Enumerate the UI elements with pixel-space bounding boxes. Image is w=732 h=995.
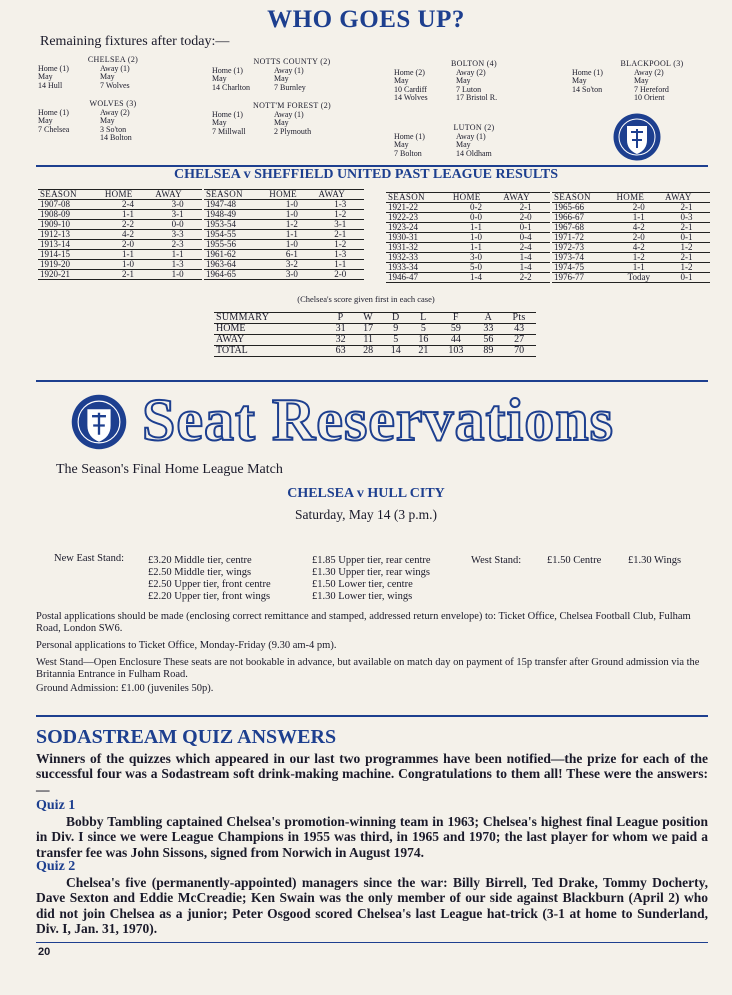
quiz-2-answer: Chelsea's five (permanently-appointed) managers since the war: Billy Birrell, Ted Drake, Tommy Docherty, Dave Sexton and Eddie McCreadie; Ken Swain was the only member of our side against Blackburn (April 2) who did not join Chelsea as a junior; Peter Osgood scored Chelsea's last League hat-trick (3-1 at home to Sunderland, Div. I, Jan. 31, 1970). [36, 875, 708, 936]
fixture-home-line: 14 Hull [38, 80, 63, 90]
away-score-cell: 1-2 [316, 240, 364, 250]
home-score-cell: 4-2 [615, 223, 664, 233]
home-score-cell: 3-0 [267, 270, 316, 280]
home-score-cell: 1-0 [267, 200, 316, 210]
results-table-1 [38, 189, 202, 280]
summary-cell: 21 [410, 346, 438, 357]
results-row [38, 270, 202, 280]
fixture-home-line: Home (2) [394, 67, 425, 77]
away-score-cell: 0-4 [501, 233, 550, 243]
chelsea-crest-icon [70, 393, 128, 451]
results-row [386, 203, 550, 213]
results-row [386, 213, 550, 223]
away-score-cell: 2-2 [501, 273, 550, 283]
results-row [552, 263, 710, 273]
summary-cell: 43 [502, 324, 536, 335]
summary-cell: 32 [327, 335, 355, 346]
summary-header: L [410, 313, 438, 324]
away-score-cell: 2-1 [316, 230, 364, 240]
away-score-cell: 2-1 [501, 203, 550, 213]
summary-cell: 56 [475, 335, 503, 346]
season-cell: 1922-23 [386, 213, 451, 223]
west-stand-wings: £1.30 Wings [628, 555, 682, 566]
results-row [552, 273, 710, 283]
price-line: £1.30 Upper tier, rear wings [312, 567, 430, 578]
fixtures-notts-county [212, 58, 372, 92]
away-score-cell: 0-0 [153, 220, 202, 230]
home-score-cell: 2-0 [615, 203, 664, 213]
home-score-cell: 2-0 [103, 240, 153, 250]
summary-cell: 70 [502, 346, 536, 357]
results-header: AWAY [153, 190, 202, 200]
results-row [386, 223, 550, 233]
fixture-away-line: 14 Bolton [100, 133, 132, 143]
season-cell: 1976-77 [552, 273, 615, 283]
postal-applications: Postal applications should be made (enclosing correct remittance and stamped, addressed return envelope) to: Ticket Office, Chelsea Football Club, Fulham Road, London SW6. [36, 611, 691, 634]
home-score-cell: 1-0 [267, 210, 316, 220]
fixture-away-line: 7 Hereford [634, 84, 669, 94]
fixture-home-line: Home (1) [38, 107, 69, 117]
fixture-away-line: 7 Luton [456, 84, 482, 94]
summary-cell: 17 [354, 324, 382, 335]
away-score-cell: 1-2 [663, 243, 710, 253]
results-header: AWAY [501, 193, 550, 203]
results-row [38, 250, 202, 260]
home-score-cell: 1-1 [103, 250, 153, 260]
price-line: £2.50 Upper tier, front centre [148, 579, 271, 590]
season-cell: 1974-75 [552, 263, 615, 273]
results-row [552, 213, 710, 223]
fixture-away-line: Away (1) [100, 63, 130, 73]
away-score-cell: 1-4 [501, 263, 550, 273]
season-cell: 1966-67 [552, 213, 615, 223]
fixture-home-line: May [394, 76, 409, 86]
home-score-cell: 1-0 [103, 260, 153, 270]
fixture-team-name: BOLTON (4) [451, 59, 497, 68]
fixture-home-line: 7 Millwall [212, 126, 246, 136]
fixture-home-line: Home (1) [38, 63, 69, 73]
fixture-away-line: 7 Burnley [274, 82, 306, 92]
away-score-cell: 1-1 [316, 260, 364, 270]
results-header: SEASON [552, 193, 615, 203]
fixture-home-line: May [572, 76, 587, 86]
page-title: WHO GOES UP? [267, 6, 465, 33]
away-score-cell: 1-1 [153, 250, 202, 260]
results-header: HOME [451, 193, 501, 203]
quiz-intro: Winners of the quizzes which appeared in our last two programmes have been notified—the prize for each of the successful four was a Sodastream soft drink-making machine. Congratulations to them all! These were the answers:— [36, 751, 708, 797]
season-cell: 1932-33 [386, 253, 451, 263]
price-line: £2.50 Middle tier, wings [148, 567, 252, 578]
home-score-cell: 1-0 [267, 240, 316, 250]
results-row [38, 200, 202, 210]
season-cell: 1947-48 [204, 200, 267, 210]
away-score-cell: 1-0 [153, 270, 202, 280]
fixtures-bolton [394, 60, 554, 103]
results-header: AWAY [663, 193, 710, 203]
away-score-cell: 1-3 [316, 200, 364, 210]
page-number: 20 [38, 946, 51, 958]
away-score-cell: 3-0 [153, 200, 202, 210]
fixture-away-line: May [634, 76, 649, 86]
summary-cell: 16 [410, 335, 438, 346]
season-cell: 1923-24 [386, 223, 451, 233]
results-row [386, 233, 550, 243]
results-row [204, 250, 364, 260]
fixture-away-line: 14 Oldham [456, 148, 492, 158]
results-row [386, 263, 550, 273]
away-score-cell: 1-4 [501, 253, 550, 263]
fixture-away-line: Away (2) [634, 67, 664, 77]
summary-cell: 5 [410, 324, 438, 335]
home-score-cell: 1-0 [451, 233, 501, 243]
home-score-cell: 5-0 [451, 263, 501, 273]
summary-header: SUMMARY [214, 313, 327, 324]
away-score-cell: 3-3 [153, 230, 202, 240]
season-cell: 1921-22 [386, 203, 451, 213]
results-header: SEASON [386, 193, 451, 203]
results-row [552, 223, 710, 233]
quiz-1-answer: Bobby Tambling captained Chelsea's promotion-winning team in 1963; Chelsea's highest final League position in Div. I since we were League Champions in 1955 was third, in 1965 and 1970; the last player for whom we paid a transfer fee was John Sissons, signed from Norwich in August 1974. [36, 814, 708, 860]
ne-stand-label: New East Stand: [54, 553, 124, 564]
fixture-home-line: May [212, 74, 227, 84]
away-score-cell: 2-1 [663, 203, 710, 213]
fixture-team-name: BLACKPOOL (3) [620, 59, 684, 68]
home-score-cell: 4-2 [615, 243, 664, 253]
away-score-cell: 1-3 [316, 250, 364, 260]
seat-reservations-title: Seat Reservations [142, 387, 614, 453]
away-score-cell: 2-1 [663, 253, 710, 263]
fixtures-notts-forest [212, 102, 372, 136]
results-row [38, 220, 202, 230]
fixture-home-line: 14 Wolves [394, 93, 428, 103]
summary-cell: 9 [382, 324, 410, 335]
away-score-cell: 0-1 [663, 273, 710, 283]
home-score-cell: 2-4 [103, 200, 153, 210]
away-score-cell: 2-0 [316, 270, 364, 280]
away-score-cell: 1-2 [663, 263, 710, 273]
summary-header: D [382, 313, 410, 324]
summary-header: P [327, 313, 355, 324]
away-score-cell: 0-1 [501, 223, 550, 233]
season-cell: 1946-47 [386, 273, 451, 283]
ground-admission: Ground Admission: £1.00 (juveniles 50p). [36, 683, 214, 694]
fixture-home-line: May [38, 72, 53, 82]
results-row [386, 243, 550, 253]
summary-cell: AWAY [214, 335, 327, 346]
away-score-cell: 3-1 [153, 210, 202, 220]
fixture-away-line: 3 So'ton [100, 124, 127, 134]
away-score-cell: 2-4 [501, 243, 550, 253]
summary-cell: 31 [327, 324, 355, 335]
fixture-away-line: 7 Wolves [100, 80, 130, 90]
season-cell: 1953-54 [204, 220, 267, 230]
results-row [552, 243, 710, 253]
home-score-cell: 1-1 [615, 213, 664, 223]
divider [36, 715, 708, 717]
away-score-cell: 0-3 [663, 213, 710, 223]
away-score-cell: 3-1 [316, 220, 364, 230]
summary-header: W [354, 313, 382, 324]
results-row [204, 220, 364, 230]
home-score-cell: 3-0 [451, 253, 501, 263]
fixture-home-line [38, 134, 86, 143]
results-row [552, 203, 710, 213]
quiz-2-label: Quiz 2 [36, 859, 76, 874]
season-cell: 1920-21 [38, 270, 103, 280]
west-stand-centre: £1.50 Centre [547, 555, 602, 566]
home-score-cell: 2-1 [103, 270, 153, 280]
fixture-home-line: May [212, 118, 227, 128]
home-score-cell: 2-0 [615, 233, 664, 243]
fixture-away-line: 10 Orient [634, 93, 665, 103]
home-score-cell: 0-0 [451, 213, 501, 223]
fixture-away-line: May [456, 76, 471, 86]
west-stand-label: West Stand: [471, 555, 522, 566]
results-header: HOME [615, 193, 664, 203]
fixture-team-name: CHELSEA (2) [87, 55, 139, 64]
season-cell: 1955-56 [204, 240, 267, 250]
fixture-home-line [572, 94, 620, 103]
summary-cell: 28 [354, 346, 382, 357]
results-row [204, 260, 364, 270]
fixture-home-line: 10 Cardiff [394, 84, 427, 94]
results-row [386, 253, 550, 263]
fixture-team-name: NOTT'M FOREST (2) [253, 101, 331, 110]
price-line: £2.20 Upper tier, front wings [148, 591, 271, 602]
season-cell: 1930-31 [386, 233, 451, 243]
fixture-home-line: Home (1) [212, 109, 243, 119]
results-table-4 [552, 192, 710, 283]
divider [36, 380, 708, 382]
west-open-enclosure: West Stand—Open Enclosure These seats are not bookable in advance, but available on match day on payment of 15p transfer after Ground admission via the Britannia Entrance in Fulham Road. [36, 657, 700, 680]
results-row [38, 210, 202, 220]
home-score-cell: 1-2 [615, 253, 664, 263]
away-score-cell: 2-3 [153, 240, 202, 250]
home-score-cell: 3-2 [267, 260, 316, 270]
fixtures-chelsea [38, 56, 188, 90]
home-score-cell: 1-1 [103, 210, 153, 220]
fixture-away-line: Away (1) [456, 131, 486, 141]
fixture-away-line: Away (1) [274, 109, 304, 119]
season-cell: 1973-74 [552, 253, 615, 263]
fixture-home-line: May [394, 140, 409, 150]
home-score-cell: 6-1 [267, 250, 316, 260]
home-score-cell: 1-1 [615, 263, 664, 273]
results-row [204, 230, 364, 240]
price-line: £1.85 Upper tier, rear centre [312, 555, 431, 566]
fixture-home-line: 14 So'ton [572, 84, 603, 94]
prices-middle-upper [148, 555, 271, 603]
season-cell: 1931-32 [386, 243, 451, 253]
fixture-away-line: 2 Plymouth [274, 126, 312, 136]
price-line: £3.20 Middle tier, centre [148, 555, 252, 566]
fixture-home-line: Home (1) [572, 67, 603, 77]
results-note: (Chelsea's score given first in each case) [297, 294, 435, 304]
summary-row [214, 324, 536, 335]
season-cell: 1933-34 [386, 263, 451, 273]
fixtures-wolves [38, 100, 188, 143]
price-line: £1.30 Lower tier, wings [312, 591, 413, 602]
fixtures-blackpool [572, 60, 732, 103]
season-cell: 1964-65 [204, 270, 267, 280]
results-header: SEASON [204, 190, 267, 200]
season-cell: 1954-55 [204, 230, 267, 240]
fixture-home-line: May [38, 116, 53, 126]
season-cell: 1948-49 [204, 210, 267, 220]
summary-header: Pts [502, 313, 536, 324]
home-score-cell: 1-1 [451, 223, 501, 233]
home-score-cell: 4-2 [103, 230, 153, 240]
season-cell: 1961-62 [204, 250, 267, 260]
chelsea-crest-icon [612, 112, 662, 162]
home-score-cell: 1-1 [451, 243, 501, 253]
price-line: £1.50 Lower tier, centre [312, 579, 413, 590]
results-row [386, 273, 550, 283]
prices-upper-lower [312, 555, 431, 603]
season-cell: 1919-20 [38, 260, 103, 270]
results-row [38, 260, 202, 270]
results-row [204, 270, 364, 280]
fixture-away-line: May [456, 140, 471, 150]
personal-applications: Personal applications to Ticket Office, Monday-Friday (9.30 am-4 pm). [36, 640, 337, 651]
season-cell: 1912-13 [38, 230, 103, 240]
fixture-home-line: Home (1) [212, 65, 243, 75]
results-title: CHELSEA v SHEFFIELD UNITED PAST LEAGUE RESULTS [173, 167, 559, 182]
results-header: SEASON [38, 190, 103, 200]
summary-cell: 11 [354, 335, 382, 346]
summary-cell: 27 [502, 335, 536, 346]
away-score-cell: 2-1 [663, 223, 710, 233]
fixtures-luton [394, 124, 554, 158]
season-cell: 1913-14 [38, 240, 103, 250]
away-score-cell: 0-1 [663, 233, 710, 243]
results-header: HOME [103, 190, 153, 200]
summary-cell: 44 [437, 335, 474, 346]
home-score-cell: 0-2 [451, 203, 501, 213]
results-row [38, 240, 202, 250]
away-score-cell: 2-0 [501, 213, 550, 223]
results-row [204, 210, 364, 220]
fixture-away-line: May [274, 118, 289, 128]
home-score-cell: Today [615, 273, 664, 283]
summary-cell: 63 [327, 346, 355, 357]
summary-row [214, 346, 536, 357]
summary-cell: 103 [437, 346, 474, 357]
fixture-home-line: Home (1) [394, 131, 425, 141]
away-score-cell: 1-3 [153, 260, 202, 270]
season-cell: 1909-10 [38, 220, 103, 230]
home-score-cell: 2-2 [103, 220, 153, 230]
summary-cell: HOME [214, 324, 327, 335]
home-score-cell: 1-4 [451, 273, 501, 283]
fixture-home-line: 14 Charlton [212, 82, 250, 92]
summary-header: A [475, 313, 503, 324]
summary-table [214, 312, 536, 357]
fixture-away-line: Away (2) [456, 67, 486, 77]
season-cell: 1907-08 [38, 200, 103, 210]
home-score-cell: 1-1 [267, 230, 316, 240]
results-table-2 [204, 189, 364, 280]
results-table-3 [386, 192, 550, 283]
fixtures-subtitle: Remaining fixtures after today:— [40, 34, 230, 49]
season-cell: 1963-64 [204, 260, 267, 270]
season-cell: 1908-09 [38, 210, 103, 220]
results-row [204, 240, 364, 250]
results-row [38, 230, 202, 240]
fixture-away-line: Away (2) [100, 107, 130, 117]
seat-intro: The Season's Final Home League Match [56, 462, 283, 477]
fixture-home-line: 7 Bolton [394, 148, 422, 158]
summary-header: F [437, 313, 474, 324]
fixture-team-name: WOLVES (3) [89, 99, 137, 108]
season-cell: 1971-72 [552, 233, 615, 243]
summary-cell: 14 [382, 346, 410, 357]
fixture-home-line: 7 Chelsea [38, 124, 70, 134]
away-score-cell: 1-2 [316, 210, 364, 220]
season-cell: 1965-66 [552, 203, 615, 213]
fixture-team-name: NOTTS COUNTY (2) [253, 57, 331, 66]
season-cell: 1972-73 [552, 243, 615, 253]
results-header: AWAY [316, 190, 364, 200]
fixture-away-line: May [274, 74, 289, 84]
summary-cell: 33 [475, 324, 503, 335]
match-title: CHELSEA v HULL CITY [287, 486, 445, 501]
match-date: Saturday, May 14 (3 p.m.) [295, 507, 437, 522]
home-score-cell: 1-2 [267, 220, 316, 230]
fixture-away-line: Away (1) [274, 65, 304, 75]
season-cell: 1914-15 [38, 250, 103, 260]
summary-cell: 59 [437, 324, 474, 335]
fixture-away-line: May [100, 72, 115, 82]
results-row [552, 253, 710, 263]
season-cell: 1967-68 [552, 223, 615, 233]
results-header: HOME [267, 190, 316, 200]
fixture-team-name: LUTON (2) [453, 123, 495, 132]
summary-cell: 89 [475, 346, 503, 357]
divider [36, 942, 708, 943]
quiz-title: SODASTREAM QUIZ ANSWERS [36, 726, 337, 748]
summary-cell: 5 [382, 335, 410, 346]
summary-cell: TOTAL [214, 346, 327, 357]
summary-row [214, 335, 536, 346]
fixture-away-line: May [100, 116, 115, 126]
fixture-away-line: 17 Bristol R. [456, 93, 498, 103]
quiz-1-label: Quiz 1 [36, 798, 76, 813]
results-row [552, 233, 710, 243]
results-row [204, 200, 364, 210]
